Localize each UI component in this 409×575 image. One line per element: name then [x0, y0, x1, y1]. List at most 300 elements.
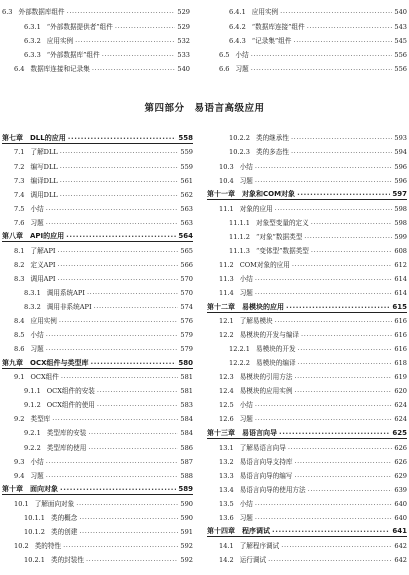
toc-leader	[286, 303, 390, 310]
toc-leader	[102, 51, 176, 58]
toc-leader	[88, 444, 178, 451]
toc-number: 10.2	[14, 541, 29, 550]
toc-number: 14.1	[219, 541, 234, 550]
toc-row	[207, 156, 407, 170]
toc-chapter-row	[2, 479, 193, 493]
toc-title: 对象的应用	[239, 204, 273, 213]
toc-number: 10.1.1	[24, 513, 45, 522]
toc-leader	[294, 373, 392, 380]
toc-page-number: 579	[180, 345, 193, 354]
toc-title: 易模块的编译	[255, 359, 296, 368]
toc-page-number: 639	[394, 485, 407, 494]
toc-number: 6.4.2	[229, 22, 246, 31]
toc-number: 8.1	[14, 246, 25, 255]
toc-number: 13.5	[219, 499, 234, 508]
toc-number: 10.1	[14, 499, 29, 508]
toc-leader	[58, 247, 179, 254]
toc-leader	[294, 37, 393, 44]
toc-row	[207, 465, 407, 479]
toc-leader	[68, 134, 177, 141]
toc-row	[2, 184, 193, 198]
toc-page-number: 616	[394, 331, 407, 340]
toc-chapter-row	[2, 128, 193, 142]
toc-row	[207, 409, 407, 423]
toc-page-number: 583	[180, 401, 193, 410]
toc-page-number: 626	[394, 443, 407, 452]
toc-number: 9.4	[14, 471, 25, 480]
toc-leader	[255, 275, 393, 282]
toc-title: “外部数据提供者”组件	[46, 22, 113, 31]
toc-title: “记录集”组件	[251, 36, 292, 45]
toc-leader	[87, 289, 178, 296]
toc-page-number: 594	[394, 148, 407, 157]
toc-row	[2, 212, 193, 226]
toc-page-number: 559	[180, 148, 193, 157]
toc-leader	[297, 190, 390, 197]
toc-title: 易模块的应用实例	[239, 387, 293, 396]
toc-row	[207, 254, 407, 268]
toc-leader	[280, 8, 392, 15]
toc-row	[2, 451, 193, 465]
toc-title: 习题	[30, 345, 44, 354]
toc-leader	[59, 317, 179, 324]
toc-page-number: 642	[394, 541, 407, 550]
toc-row	[2, 507, 193, 521]
toc-row	[2, 254, 193, 268]
toc-row	[207, 493, 407, 507]
toc-number: 12.1	[219, 317, 234, 326]
toc-title: 调用API	[30, 274, 56, 283]
toc-leader	[79, 528, 178, 535]
toc-page-number: 592	[180, 541, 193, 550]
toc-number: 13.2	[219, 457, 234, 466]
toc-leader	[46, 205, 179, 212]
toc-page-number: 581	[180, 387, 193, 396]
toc-number: 12.6	[219, 415, 234, 424]
toc-leader	[60, 163, 179, 170]
toc-page-number: 562	[180, 190, 193, 199]
toc-number: 13.6	[219, 513, 234, 522]
toc-row	[207, 212, 407, 226]
toc-row	[2, 339, 193, 353]
toc-number: 9.1.2	[24, 401, 41, 410]
toc-number: 6.3.2	[24, 36, 41, 45]
toc-title: 习题	[239, 415, 253, 424]
toc-leader	[58, 261, 179, 268]
toc-leader	[294, 387, 392, 394]
toc-number: 9.1	[14, 373, 25, 382]
toc-page-number: 563	[180, 218, 193, 227]
toc-leader	[67, 8, 176, 15]
toc-title: OCX组件	[30, 373, 59, 382]
toc-row	[2, 493, 193, 507]
toc-leader	[298, 345, 393, 352]
toc-row	[2, 198, 193, 212]
toc-leader	[115, 23, 176, 30]
toc-page-number: 619	[394, 373, 407, 382]
toc-row	[207, 367, 407, 381]
toc-page-number: 615	[392, 302, 407, 311]
toc-page-number: 556	[394, 65, 407, 74]
toc-page-number: 598	[394, 218, 407, 227]
toc-leader	[61, 373, 179, 380]
toc-page-number: 533	[177, 51, 190, 59]
toc-title: 了解易模块	[239, 317, 273, 326]
toc-leader	[92, 65, 176, 72]
toc-leader	[255, 289, 393, 296]
toc-number: 13.4	[219, 485, 234, 494]
toc-leader	[76, 500, 178, 507]
toc-leader	[291, 134, 392, 141]
toc-number: 8.3.2	[24, 303, 41, 311]
toc-title: 易语言向导支持库	[239, 457, 293, 466]
toc-leader	[66, 232, 176, 239]
toc-number: 第十四章	[207, 527, 235, 536]
toc-row	[2, 269, 193, 283]
toc-page-number: 570	[180, 288, 193, 297]
toc-number: 第八章	[2, 232, 23, 241]
toc-title: 应用实例	[251, 8, 279, 17]
toc-title: 编译DLL	[30, 176, 58, 185]
toc-number: 12.4	[219, 387, 234, 396]
toc-page-number: 641	[392, 527, 407, 536]
toc-title: 小结	[239, 274, 253, 283]
toc-page-number: 581	[180, 373, 193, 382]
toc-row	[207, 170, 407, 184]
toc-row	[207, 479, 407, 493]
toc-number: 12.3	[219, 373, 234, 382]
toc-row	[207, 283, 407, 297]
toc-title: 外部数据库组件	[18, 8, 65, 17]
toc-title: API的应用	[30, 232, 65, 241]
toc-title: “变体型”数据类型	[255, 246, 309, 255]
toc-leader	[251, 51, 393, 58]
toc-leader	[58, 275, 179, 282]
toc-number: 9.2.2	[24, 443, 41, 452]
toc-title: 类的多态性	[255, 148, 289, 157]
toc-number: 7.4	[14, 190, 25, 199]
toc-page-number: 564	[178, 232, 193, 241]
toc-number: 11.1.1	[229, 218, 250, 227]
toc-page-number: 540	[394, 8, 407, 17]
toc-title: “数据库连接”组件	[251, 22, 305, 31]
toc-row	[2, 311, 193, 325]
toc-page-number: 618	[394, 359, 407, 368]
toc-page-number: 584	[180, 429, 193, 438]
toc-title: 类的继承性	[255, 134, 289, 143]
toc-row	[2, 240, 193, 254]
toc-leader	[251, 65, 393, 72]
toc-page-number: 545	[394, 36, 407, 45]
toc-leader	[91, 359, 177, 366]
toc-leader	[79, 514, 178, 521]
toc-leader	[294, 472, 392, 479]
toc-leader	[60, 148, 179, 155]
toc-number: 8.4	[14, 317, 25, 326]
toc-number: 11.1.2	[229, 232, 250, 241]
toc-number: 12.2	[219, 331, 234, 340]
toc-leader	[97, 401, 179, 408]
toc-page-number: 579	[180, 331, 193, 340]
toc-leader	[60, 191, 179, 198]
toc-title: 数据库连接和记录集	[30, 65, 90, 74]
toc-leader	[60, 485, 176, 492]
toc-row	[2, 409, 193, 423]
toc-chapter-row	[2, 353, 193, 367]
toc-title: 了解DLL	[30, 148, 58, 157]
toc-number: 9.2	[14, 415, 25, 424]
toc-title: 小结	[239, 401, 253, 410]
toc-number: 11.3	[219, 274, 234, 283]
toc-number: 6.4	[14, 65, 25, 74]
toc-row	[207, 45, 407, 59]
toc-number: 6.5	[219, 51, 230, 59]
toc-title: 易模块的开发	[255, 345, 296, 354]
toc-row	[2, 367, 193, 381]
toc-leader	[311, 247, 393, 254]
toc-title: 习题	[239, 513, 253, 522]
toc-number: 6.4.3	[229, 36, 246, 45]
toc-leader	[292, 261, 393, 268]
toc-row	[2, 325, 193, 339]
toc-title: 调用系统API	[46, 288, 85, 297]
toc-row	[2, 142, 193, 156]
toc-number: 8.2	[14, 260, 25, 269]
toc-title: 小结	[239, 162, 253, 171]
toc-row	[207, 437, 407, 451]
toc-page-number: 625	[392, 429, 407, 438]
toc-page-number: 574	[180, 303, 193, 311]
toc-row	[2, 535, 193, 549]
toc-page-number: 529	[177, 8, 190, 17]
toc-chapter-row	[2, 226, 193, 240]
toc-title: OCX组件与类型库	[30, 358, 89, 367]
toc-page-number: 570	[180, 274, 193, 283]
toc-number: 第十章	[2, 485, 23, 494]
toc-number: 7.1	[14, 148, 25, 157]
toc-title: OCX组件的使用	[46, 401, 95, 410]
toc-page-number: 596	[394, 162, 407, 171]
toc-number: 6.3.3	[24, 51, 41, 59]
toc-title: 小结	[30, 204, 44, 213]
toc-title: “外部数据库”组件	[46, 51, 100, 59]
toc-page-number: 608	[394, 246, 407, 255]
toc-title: 程序调试	[242, 527, 270, 536]
toc-row	[207, 325, 407, 339]
toc-leader	[88, 429, 178, 436]
toc-leader	[255, 514, 393, 521]
toc-row	[207, 395, 407, 409]
toc-row	[207, 16, 407, 30]
toc-page-number: 629	[394, 471, 407, 480]
toc-page-number: 614	[394, 274, 407, 283]
toc-number: 12.5	[219, 401, 234, 410]
toc-row	[2, 30, 190, 44]
toc-title: 了解程序调试	[239, 541, 280, 550]
toc-row	[207, 507, 407, 521]
toc-leader	[288, 444, 393, 451]
toc-row	[207, 311, 407, 325]
toc-number: 11.4	[219, 288, 234, 297]
toc-leader	[255, 500, 393, 507]
toc-number: 12.2.2	[229, 359, 250, 368]
toc-title: 小结	[30, 457, 44, 466]
toc-leader	[46, 345, 179, 352]
toc-row	[207, 451, 407, 465]
toc-title: 类型库的使用	[46, 443, 87, 452]
toc-row	[207, 128, 407, 142]
toc-title: 应用实例	[46, 36, 74, 45]
toc-title: 了解API	[30, 246, 56, 255]
toc-number: 7.3	[14, 176, 25, 185]
toc-row	[207, 381, 407, 395]
toc-row	[207, 353, 407, 367]
toc-title: 小结	[235, 51, 249, 59]
toc-title: 类的概念	[50, 513, 78, 522]
toc-number: 7.6	[14, 218, 25, 227]
toc-page-number: 566	[180, 260, 193, 269]
toc-leader	[268, 556, 392, 563]
toc-number: 13.1	[219, 443, 234, 452]
toc-title: 编写DLL	[30, 162, 58, 171]
toc-row	[2, 423, 193, 437]
toc-page-number: 589	[178, 485, 193, 494]
toc-title: 小结	[239, 499, 253, 508]
toc-page-number: 598	[394, 204, 407, 213]
toc-title: “对象”数据类型	[255, 232, 303, 241]
toc-title: 类的创建	[50, 527, 78, 536]
toc-title: 应用实例	[30, 317, 57, 326]
toc-page-number: 563	[180, 204, 193, 213]
toc-leader	[308, 486, 393, 493]
toc-leader	[75, 37, 175, 44]
toc-title: 习题	[235, 65, 249, 74]
toc-row	[207, 269, 407, 283]
toc-leader	[307, 23, 393, 30]
toc-page-number: 597	[392, 190, 407, 199]
toc-leader	[279, 429, 390, 436]
toc-title: 定义API	[30, 260, 56, 269]
toc-title: 易语言向导的编写	[239, 471, 293, 480]
toc-title: COM对象的应用	[239, 260, 290, 269]
toc-number: 6.3.1	[24, 22, 41, 31]
toc-title: 面向对象	[30, 485, 58, 494]
toc-title: 类的封装性	[50, 555, 84, 564]
toc-number: 第十三章	[207, 429, 235, 438]
toc-row	[207, 59, 407, 73]
toc-number: 7.2	[14, 162, 25, 171]
toc-title: 对象和COM对象	[242, 190, 296, 199]
toc-page-number: 565	[180, 246, 193, 255]
toc-leader	[255, 177, 393, 184]
toc-number: 11.2	[219, 260, 234, 269]
toc-page-number: 543	[394, 22, 407, 31]
toc-title: 了解易语言向导	[239, 443, 286, 452]
toc-number: 8.6	[14, 345, 25, 354]
toc-leader	[291, 148, 392, 155]
toc-number: 10.1.2	[24, 527, 45, 536]
toc-row	[207, 535, 407, 549]
toc-number: 第十一章	[207, 190, 235, 199]
toc-page-number: 576	[180, 317, 193, 326]
toc-row	[207, 30, 407, 44]
toc-leader	[294, 458, 392, 465]
toc-title: 易模块的开发与编译	[239, 331, 300, 340]
toc-number: 9.1.1	[24, 387, 41, 396]
toc-page-number: 642	[394, 555, 407, 564]
toc-row	[2, 521, 193, 535]
toc-page-number: 580	[178, 358, 193, 367]
toc-leader	[46, 458, 179, 465]
toc-chapter-row	[207, 297, 407, 311]
toc-row	[2, 381, 193, 395]
toc-row	[207, 198, 407, 212]
toc-title: 易语言向导的使用方法	[239, 485, 306, 494]
toc-title: 类的特性	[34, 541, 62, 550]
toc-number: 14.2	[219, 555, 234, 564]
toc-leader	[46, 472, 179, 479]
toc-title: 类型库的安装	[46, 429, 87, 438]
toc-number: 6.3	[2, 8, 13, 17]
toc-row	[207, 2, 407, 16]
toc-number: 11.1	[219, 204, 234, 213]
toc-page-number: 620	[394, 387, 407, 396]
toc-title: 运行调试	[239, 555, 267, 564]
toc-leader	[304, 233, 392, 240]
toc-row	[2, 170, 193, 184]
toc-title: DLL的应用	[30, 134, 66, 142]
toc-page-number: 558	[178, 134, 193, 142]
toc-page-number: 614	[394, 288, 407, 297]
toc-leader	[52, 415, 178, 422]
toc-chapter-row	[207, 184, 407, 198]
toc-number: 第十二章	[207, 302, 235, 311]
toc-title: 了解面向对象	[34, 499, 75, 508]
toc-page-number: 540	[177, 65, 190, 74]
toc-page-number: 616	[394, 317, 407, 326]
toc-number: 10.2.1	[24, 555, 45, 564]
toc-row	[2, 283, 193, 297]
toc-row	[207, 339, 407, 353]
toc-row	[2, 45, 190, 59]
toc-page-number: 624	[394, 401, 407, 410]
toc-page-number: 616	[394, 345, 407, 354]
toc-title: 习题	[239, 288, 253, 297]
toc-row	[207, 226, 407, 240]
toc-leader	[275, 317, 393, 324]
toc-page-number: 529	[177, 22, 190, 31]
toc-page-number: 559	[180, 162, 193, 171]
toc-leader	[46, 219, 179, 226]
toc-row	[2, 2, 190, 16]
toc-number: 11.1.3	[229, 246, 250, 255]
toc-leader	[275, 205, 393, 212]
toc-chapter-row	[207, 521, 407, 535]
toc-page-number: 591	[180, 527, 193, 536]
toc-title: 对象型变量的定义	[255, 218, 309, 227]
toc-page-number: 586	[180, 443, 193, 452]
toc-leader	[97, 387, 179, 394]
toc-leader	[255, 415, 393, 422]
toc-row	[2, 156, 193, 170]
toc-row	[2, 16, 190, 30]
toc-title: 调用非系统API	[46, 303, 92, 311]
toc-number: 13.3	[219, 471, 234, 480]
toc-leader	[86, 556, 178, 563]
toc-row	[2, 465, 193, 479]
toc-page-number: 584	[180, 415, 193, 424]
toc-page-number: 588	[180, 471, 193, 480]
